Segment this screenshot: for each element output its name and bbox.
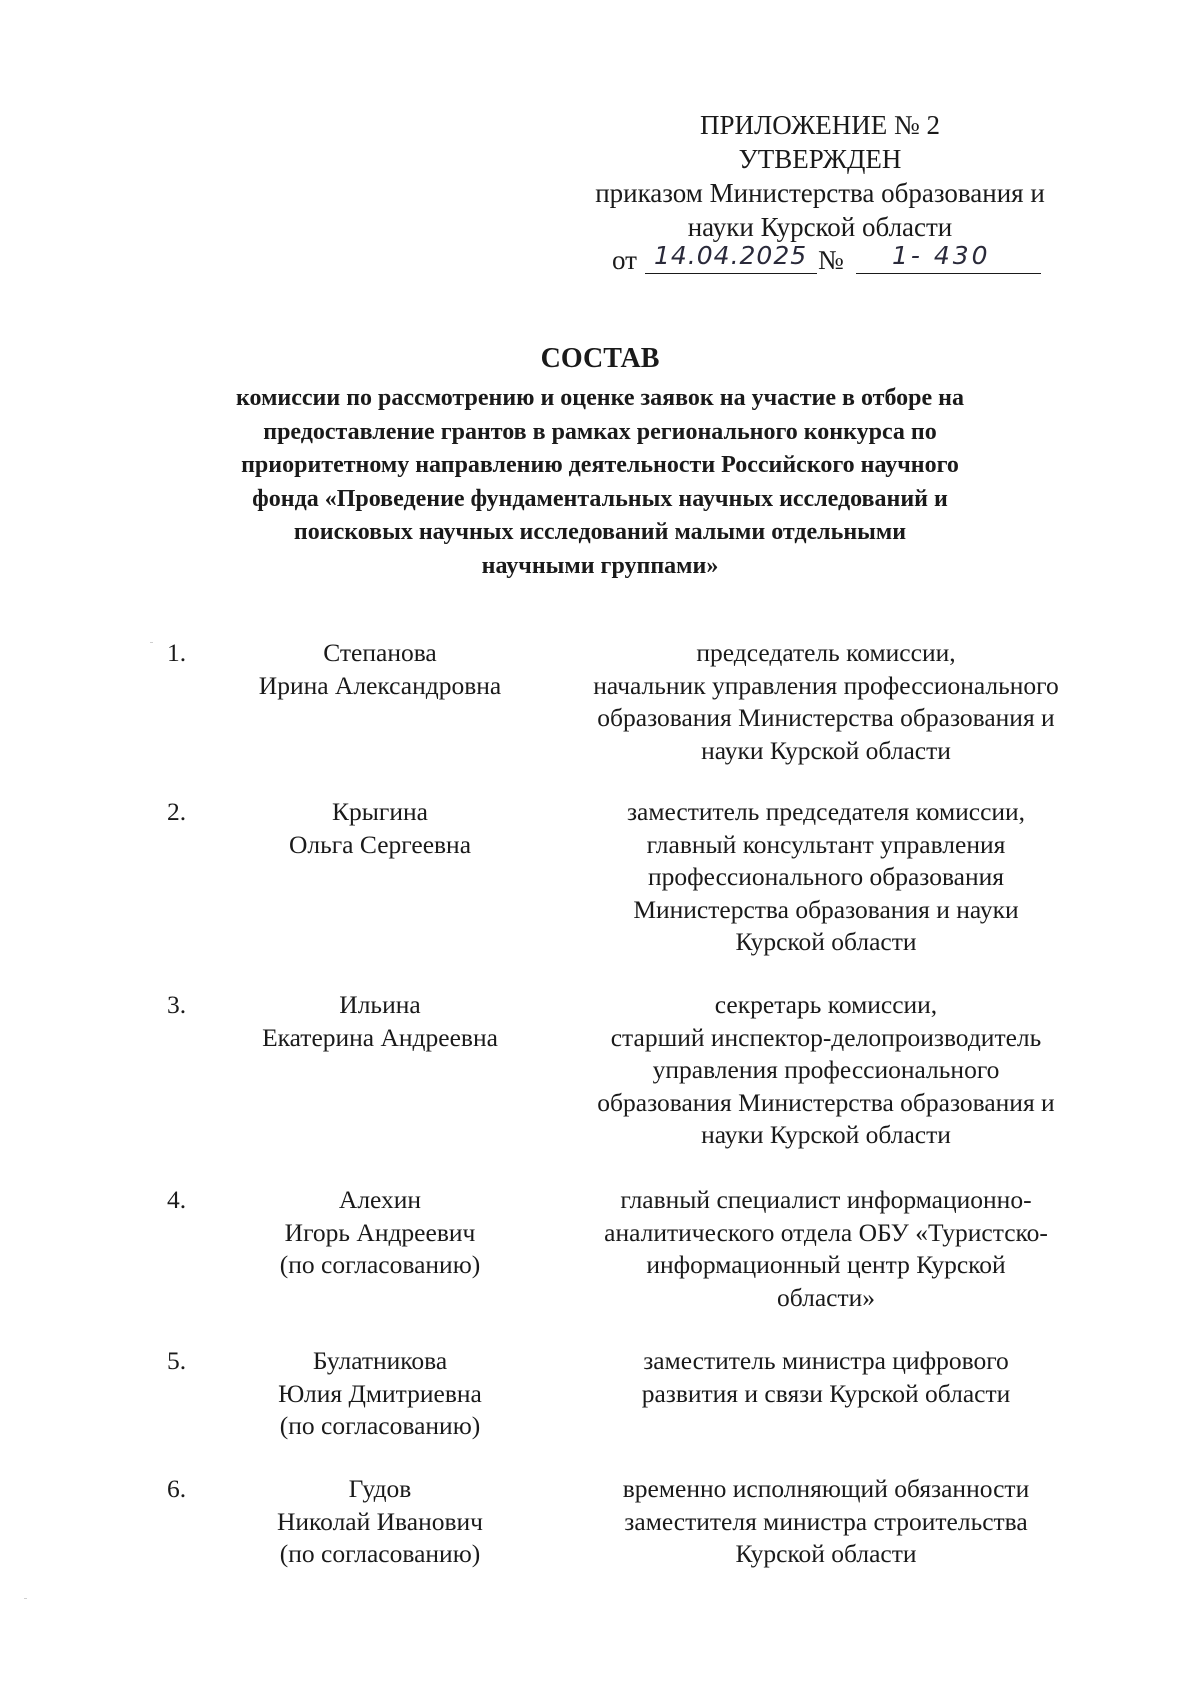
member-given-names: Екатерина Андреевна [262,1022,498,1052]
handwritten-number: 1- 430 [892,241,991,270]
number-label: № [818,245,844,275]
role-line: управления профессионального [652,1055,1000,1084]
handwritten-date: 14.04.2025 [654,241,808,270]
title-line: научными группами» [481,552,719,579]
approved-label: УТВЕРЖДЕН [738,144,902,174]
member-surname: Гудов [348,1474,412,1503]
role-line: заместитель председателя комиссии, [626,797,1026,826]
member-surname: Ильина [339,990,421,1019]
member-approval-note: (по согласованию) [279,1250,481,1279]
role-line: науки Курской области [701,735,951,765]
member-surname: Крыгина [332,797,428,826]
member-name [228,1345,532,1443]
role-line: развития и связи Курской области [641,1378,1011,1408]
member-role [566,1345,1086,1410]
member-role [566,1473,1086,1571]
member-name [228,989,532,1054]
role-line: профессионального образования [647,862,1005,891]
role-line: аналитического отдела ОБУ «Туристско- [604,1217,1048,1247]
order-date-number-line [612,243,1042,279]
role-line: председатель комиссии, [696,638,956,667]
member-name [228,637,532,702]
title-line: комиссии по рассмотрению и оценке заявок на участие в отборе на [236,385,964,411]
approval-block [560,108,1080,244]
role-line: временно исполняющий обязанности [622,1474,1030,1503]
member-surname: Степанова [323,638,437,667]
member-given-names: Ольга Сергеевна [288,829,472,859]
role-line: старший инспектор-делопроизводитель [610,1022,1042,1052]
number-underline [856,273,1041,274]
role-line: главный консультант управления [646,829,1006,859]
member-given-names: Николай Иванович [277,1506,483,1536]
member-given-names: Юлия Дмитриевна [278,1378,482,1408]
member-name [228,1473,532,1571]
role-line: образования Министерства образования и [597,1087,1055,1117]
member-approval-note: (по согласованию) [279,1411,481,1440]
member-index: 2. [167,797,187,826]
member-given-names: Игорь Андреевич [284,1217,476,1247]
member-role [566,1184,1086,1314]
member-role [566,637,1086,767]
date-underline [645,273,817,274]
title-main: СОСТАВ [540,343,660,374]
from-label: от [612,245,637,275]
member-role [566,796,1086,959]
title-line: предоставление грантов в рамках регионального конкурса по [263,418,937,445]
role-line: образования Министерства образования и [597,703,1055,732]
title-subtitle [120,382,1080,583]
role-line: заместитель министра цифрового [643,1346,1009,1375]
member-role [566,989,1086,1152]
order-text-line-2: науки Курской области [687,212,953,242]
member-index: 1. [167,638,187,667]
role-line: Министерства образования и науки [633,894,1019,924]
title-line: поисковых научных исследований малыми отдельными [293,519,907,545]
member-name [228,796,532,861]
role-line: Курской области [735,1539,917,1568]
member-surname: Алехин [338,1185,422,1214]
role-line: науки Курской области [701,1120,951,1149]
role-line: главный специалист информационно- [620,1185,1032,1214]
scan-speck [150,642,153,643]
member-approval-note: (по согласованию) [279,1539,481,1568]
member-given-names: Ирина Александровна [258,670,502,700]
member-index: 4. [167,1185,187,1214]
member-index: 3. [167,990,187,1019]
scan-speck [24,1598,27,1599]
order-text-line-1: приказом Министерства образования и [595,178,1045,208]
member-surname: Булатникова [312,1346,448,1375]
member-index: 6. [167,1474,187,1503]
member-index: 5. [167,1346,187,1375]
role-line: начальник управления профессионального [593,670,1059,700]
member-name [228,1184,532,1282]
role-line: области» [777,1282,875,1312]
title-line: фонда «Проведение фундаментальных научных исследований и [252,485,948,512]
document-title [120,340,1080,583]
role-line: секретарь комиссии, [714,990,938,1019]
title-line: приоритетному направлению деятельности Российского научного [241,452,959,478]
annex-label: ПРИЛОЖЕНИЕ № 2 [699,110,941,140]
role-line: заместителя министра строительства [624,1506,1028,1536]
role-line: информационный центр Курской [646,1250,1006,1279]
role-line: Курской области [735,927,917,956]
